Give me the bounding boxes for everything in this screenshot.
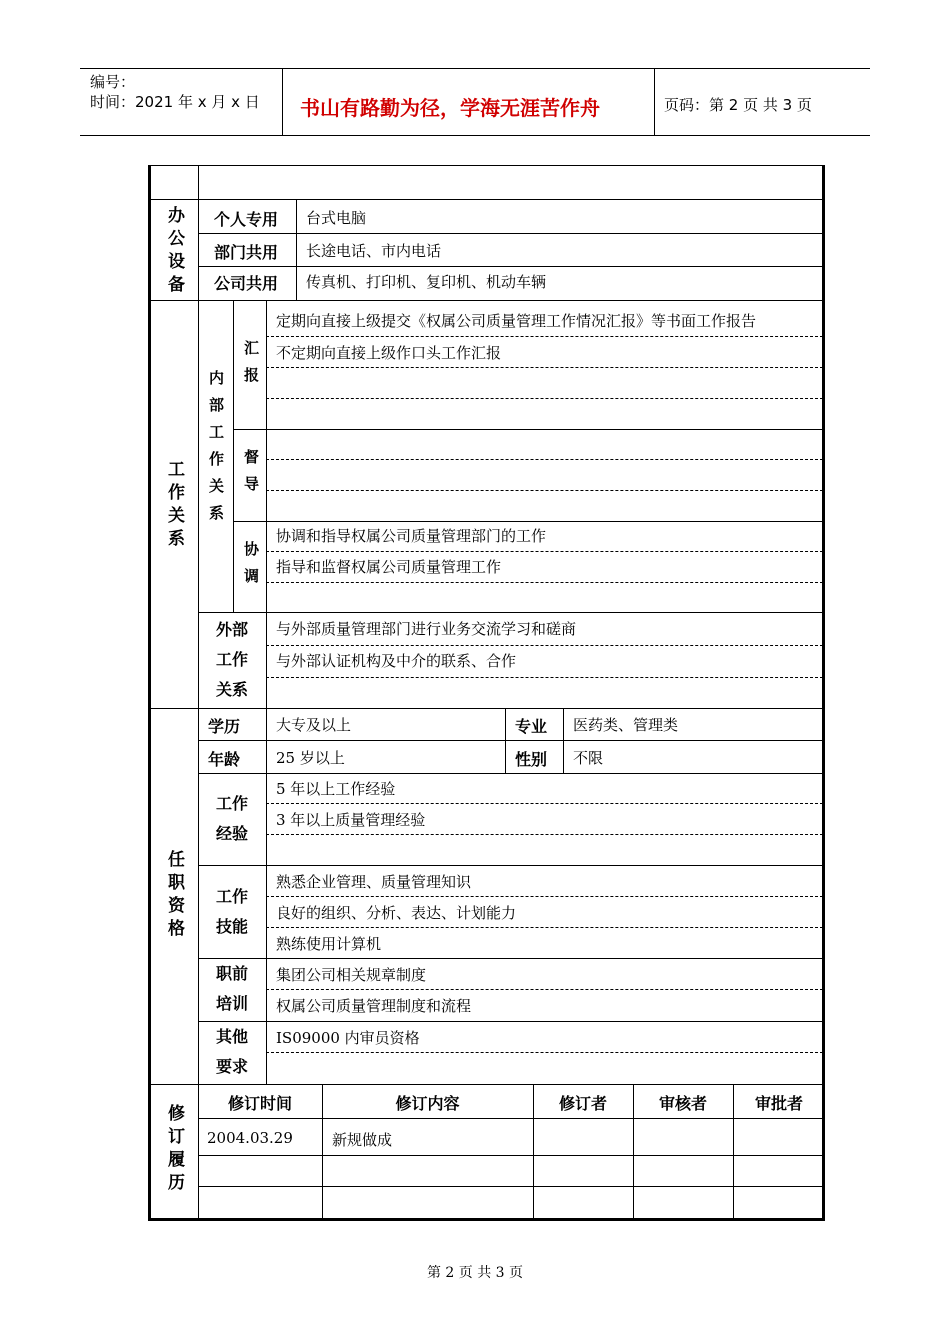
age-value: 25 岁以上 <box>276 749 345 767</box>
supervise-label: 督导 <box>242 449 260 503</box>
column-header-revision-content: 修订内容 <box>395 1094 460 1113</box>
dashed-line <box>266 1052 823 1053</box>
header-divider <box>654 68 655 135</box>
gender-label: 性别 <box>515 750 548 769</box>
dashed-line <box>266 803 823 804</box>
dashed-line <box>266 336 823 337</box>
column-divider <box>296 199 297 300</box>
column-header-reviewer: 审核者 <box>658 1094 707 1113</box>
column-header-approver: 审批者 <box>754 1094 803 1113</box>
table-right-border <box>822 165 825 1220</box>
company-shared-value: 传真机、打印机、复印机、机动车辆 <box>306 273 547 291</box>
document-date: 时间：2021 年 x 月 x 日 <box>90 93 260 111</box>
section-divider <box>148 300 825 301</box>
header-top-rule <box>80 68 870 69</box>
experience-line-2: 3 年以上质量管理经验 <box>276 811 426 829</box>
dashed-line <box>266 551 823 552</box>
row-divider <box>198 958 823 959</box>
section-label-qualifications: 任职资格 <box>164 850 184 942</box>
major-value: 医药类、管理类 <box>573 716 679 734</box>
section-divider <box>148 1084 825 1085</box>
row-divider <box>198 1186 823 1187</box>
row-divider <box>198 266 823 267</box>
dashed-line <box>266 989 823 990</box>
section-label-work-relations: 工作关系 <box>164 460 184 552</box>
company-shared-label: 公司共用 <box>214 274 279 293</box>
training-line-2: 权属公司质量管理制度和流程 <box>276 997 472 1015</box>
table-top-border <box>148 165 825 166</box>
dashed-line <box>266 927 823 928</box>
header-motto: 书山有路勤为径，学海无涯苦作舟 <box>300 96 600 120</box>
training-line-1: 集团公司相关规章制度 <box>276 966 427 984</box>
other-requirements-line-1: IS09000 内审员资格 <box>276 1029 420 1047</box>
header-divider <box>282 68 283 135</box>
report-line-1: 定期向直接上级提交《权属公司质量管理工作情况汇报》等书面工作报告 <box>276 312 757 330</box>
section-divider <box>148 708 825 709</box>
row-divider <box>233 521 823 522</box>
row-divider <box>198 1118 823 1119</box>
internal-relations-label: 内部工作关系 <box>207 370 225 532</box>
dashed-line <box>266 645 823 646</box>
report-line-2: 不定期向直接上级作口头工作汇报 <box>276 344 502 362</box>
dashed-line <box>266 834 823 835</box>
department-shared-value: 长途电话、市内电话 <box>306 242 442 260</box>
table-row-revision-content: 新规做成 <box>332 1131 393 1149</box>
training-label: 职前 培训 <box>215 964 248 1013</box>
page-footer: 第 2 页 共 3 页 <box>426 1265 524 1281</box>
column-divider <box>563 708 564 774</box>
gender-value: 不限 <box>573 749 604 767</box>
skills-line-2: 良好的组织、分析、表达、计划能力 <box>276 904 517 922</box>
skills-line-1: 熟悉企业管理、质量管理知识 <box>276 873 472 891</box>
major-label: 专业 <box>515 717 548 736</box>
experience-label: 工作 经验 <box>215 794 248 843</box>
column-header-revision-date: 修订时间 <box>227 1094 292 1113</box>
dashed-line <box>266 367 823 368</box>
row-divider <box>198 1021 823 1022</box>
row-divider <box>233 429 823 430</box>
table-row-revision-date: 2004.03.29 <box>207 1129 293 1147</box>
section-column-divider <box>198 165 199 1220</box>
education-label: 学历 <box>208 717 241 736</box>
table-bottom-border <box>148 1218 825 1221</box>
dashed-line <box>266 582 823 583</box>
dashed-line <box>266 398 823 399</box>
row-divider <box>148 199 825 200</box>
column-divider <box>505 708 506 774</box>
header-bottom-rule <box>80 135 870 136</box>
dashed-line <box>266 459 823 460</box>
row-divider <box>198 233 823 234</box>
age-label: 年龄 <box>208 750 241 769</box>
row-divider <box>198 740 823 741</box>
column-divider <box>233 300 234 612</box>
row-divider <box>198 1155 823 1156</box>
experience-line-1: 5 年以上工作经验 <box>276 780 396 798</box>
personal-use-label: 个人专用 <box>214 210 279 229</box>
coordinate-line-1: 协调和指导权属公司质量管理部门的工作 <box>276 527 547 545</box>
section-label-revision-history: 修订履历 <box>164 1104 184 1196</box>
external-line-2: 与外部认证机构及中介的联系、合作 <box>276 652 517 670</box>
coordinate-line-2: 指导和监督权属公司质量管理工作 <box>276 558 502 576</box>
external-relations-label: 外部 工作 关系 <box>215 620 248 699</box>
other-requirements-label: 其他 要求 <box>215 1027 248 1076</box>
skills-line-3: 熟练使用计算机 <box>276 935 382 953</box>
external-line-1: 与外部质量管理部门进行业务交流学习和磋商 <box>276 620 577 638</box>
skills-label: 工作 技能 <box>215 887 248 936</box>
column-divider <box>266 300 267 712</box>
dashed-line <box>266 896 823 897</box>
header-page-code: 页码：第 2 页 共 3 页 <box>664 96 812 114</box>
education-value: 大专及以上 <box>276 716 352 734</box>
section-label-office-equipment: 办公设备 <box>164 206 184 298</box>
column-header-reviser: 修订者 <box>558 1094 607 1113</box>
document-number-label: 编号： <box>90 73 136 91</box>
personal-use-value: 台式电脑 <box>306 209 367 227</box>
table-left-border <box>148 165 151 1220</box>
row-divider <box>198 865 823 866</box>
row-divider <box>198 773 823 774</box>
coordinate-label: 协调 <box>242 541 260 595</box>
row-divider <box>198 612 823 613</box>
dashed-line <box>266 490 823 491</box>
dashed-line <box>266 677 823 678</box>
department-shared-label: 部门共用 <box>214 243 279 262</box>
report-label: 汇报 <box>242 340 260 394</box>
